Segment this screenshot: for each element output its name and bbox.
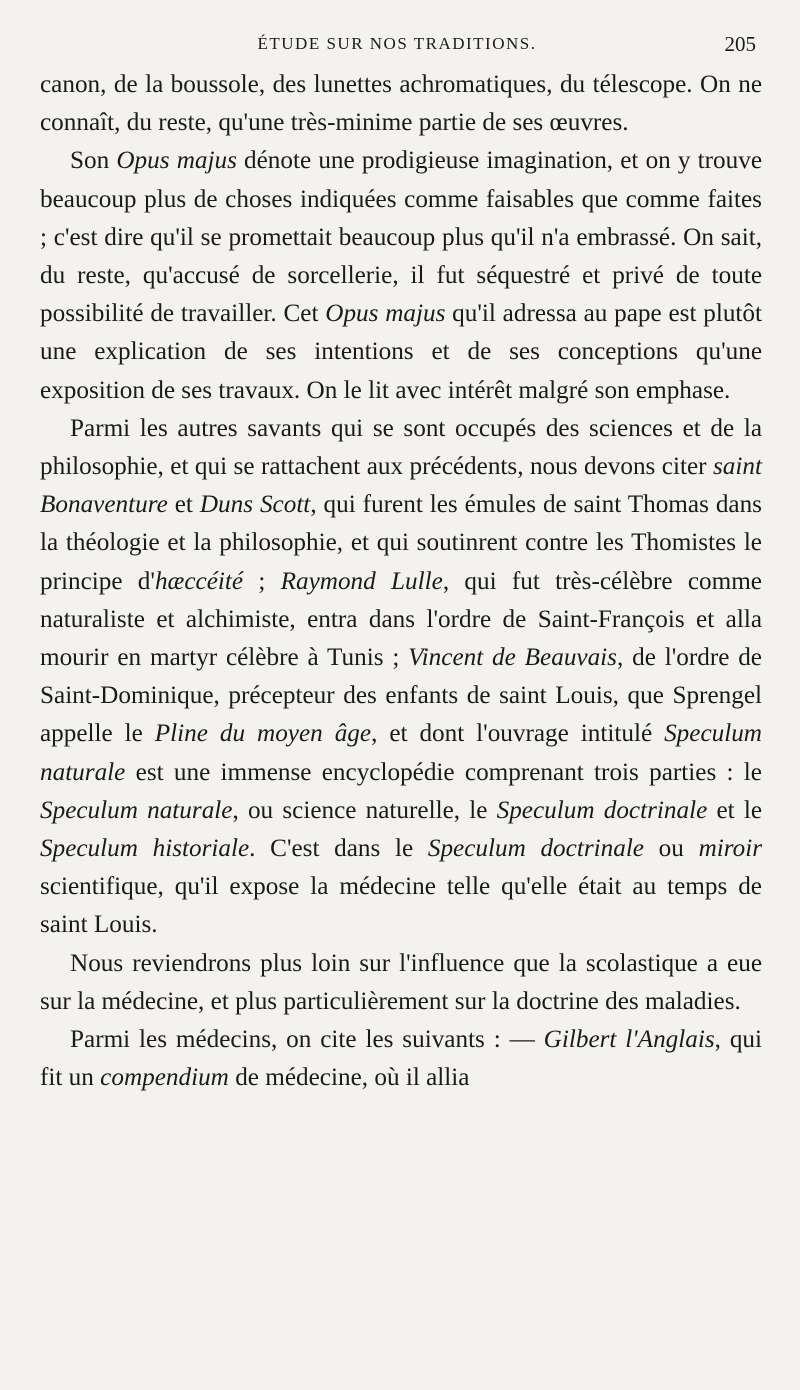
text-run: , qui furent les émules de saint Thomas dans la théologie et la philosophie, et qui soutinrent contre les Thomistes le principe d' [40, 491, 762, 595]
italic-term: Opus majus [116, 147, 237, 175]
paragraph-p1 [40, 66, 762, 142]
text-run: scientifique, qu'il expose la médecine telle qu'elle était au temps de saint Louis. [40, 873, 762, 939]
body-text [40, 66, 762, 1097]
text-run: de médecine, où il allia [228, 1064, 470, 1092]
italic-term: Raymond Lulle [280, 567, 443, 595]
text-run: ; [243, 567, 281, 595]
text-run: canon, de la boussole, des lunettes achromatiques, du télescope. On ne connaît, du reste, qu'une très-minime partie de ses œuvres. [40, 71, 762, 137]
italic-term: Opus majus [325, 300, 446, 328]
text-run: Parmi les autres savants qui se sont occupés des sciences et de la philosophie, et qui se rattachent aux précédents, nous devons citer [40, 414, 762, 481]
text-run: et [167, 491, 200, 519]
text-run: , ou science naturelle, le [232, 796, 497, 824]
italic-term: Speculum naturale [40, 720, 762, 786]
italic-term: compendium [100, 1064, 229, 1092]
italic-term: Vincent de Beauvais [408, 644, 617, 672]
text-run: et le [707, 796, 763, 824]
paragraph-p5 [40, 1021, 762, 1097]
text-run: Parmi les médecins, on cite les suivants : — [70, 1026, 544, 1054]
text-run: , qui fut très-célèbre comme naturaliste et alchimiste, entra dans l'ordre de Saint-François et alla mourir en martyr célèbre à Tunis ; [40, 567, 762, 672]
text-run: , et dont l'ouvrage intitulé [371, 720, 665, 748]
italic-term: Speculum doctrinale [427, 835, 644, 863]
paragraph-p3 [40, 410, 762, 945]
paragraph-p2 [40, 142, 762, 409]
text-run: dénote une prodigieuse imagination, et on y trouve beaucoup plus de choses indiquées comme faisables que comme faites ; c'est dire qu'il se promettait beaucoup plus qu'il n'a embrassé. On sait, du reste, qu'accusé de sorcellerie, il fut séquestré et privé de toute possibilité de travailler. Cet [40, 147, 763, 328]
text-run: Nous reviendrons plus loin sur l'influence que la scolastique a eue sur la médecine, et plus particulièrement sur la doctrine des maladies. [40, 949, 762, 1015]
text-run: est une immense encyclopédie comprenant trois parties : le [125, 758, 762, 786]
paragraph-p4 [40, 945, 762, 1021]
running-title: ÉTUDE SUR NOS TRADITIONS. [257, 34, 537, 53]
italic-term: Gilbert l'Anglais [543, 1026, 715, 1054]
italic-term: Duns Scott [199, 491, 311, 519]
italic-term: miroir [698, 835, 763, 863]
italic-term: Speculum doctrinale [496, 796, 708, 824]
italic-term: Speculum naturale [40, 796, 233, 824]
italic-term: hæccéité [154, 567, 244, 595]
italic-term: Speculum historiale [40, 835, 250, 863]
text-run: Son [70, 147, 117, 175]
text-run: ou [644, 835, 699, 863]
text-run: qu'il adressa au pape est plutôt une explication de ses intentions et de ses conceptions qu'une exposition de ses travaux. On le lit avec intérêt malgré son emphase. [40, 300, 762, 404]
text-run: , de l'ordre de Saint-Dominique, précepteur des enfants de saint Louis, que Sprengel appelle le [40, 644, 762, 748]
italic-term: saint Bonaventure [40, 453, 762, 519]
text-run: . C'est dans le [249, 835, 428, 863]
text-run: , qui fit un [40, 1026, 763, 1092]
italic-term: Pline du moyen âge [154, 720, 372, 748]
page-header [38, 28, 756, 58]
page-number: 205 [724, 32, 756, 56]
